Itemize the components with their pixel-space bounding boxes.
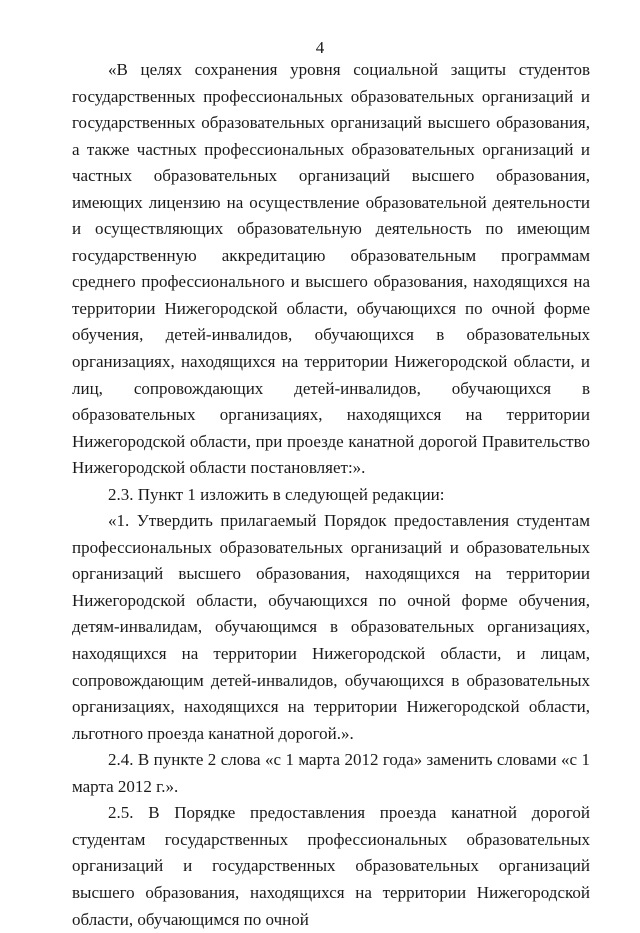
paragraph-point-1: «1. Утвердить прилагаемый Порядок предоставления студентам профессиональных образовательных организаций и образовательных организаций высшего образования, находящихся на территории Нижегородской области, обучающихся по очной форме обучения, детям-инвалидам, обучающимся в образовательных организациях, находящихся на территории Нижегородской области, и лицам, сопровождающим детей-инвалидов, обучающихся в образовательных организациях, находящихся на территории Нижегородской области, льготного проезда канатной дорогой.».: [72, 511, 590, 743]
paragraph-2-4: 2.4. В пункте 2 слова «с 1 марта 2012 года» заменить словами «с 1 марта 2012 г.».: [72, 750, 590, 796]
page-number: 4: [315, 38, 325, 57]
document-body: [72, 57, 590, 933]
paragraph-2-3: 2.3. Пункт 1 изложить в следующей редакции:: [108, 484, 445, 504]
paragraph-preamble: «В целях сохранения уровня социальной защиты студентов государственных профессиональных образовательных организаций и государственных образовательных организаций высшего образования, а также частных профессиональных образовательных организаций и частных образовательных организаций высшего образования, имеющих лицензию на осуществление образовательной деятельности и осуществляющих образовательную деятельность по имеющим государственную аккредитацию образовательным программам среднего профессионального и высшего образования, находящихся на территории Нижегородской области, обучающихся по очной форме обучения, детей-инвалидов, обучающихся в образовательных организациях, находящихся на территории Нижегородской области, и лиц, сопровождающих детей-инвалидов, обучающихся в образовательных организациях, находящихся на территории Нижегородской области, при проезде канатной дорогой Правительство Нижегородской области постановляет:».: [72, 60, 590, 478]
paragraph-2-5: 2.5. В Порядке предоставления проезда канатной дорогой студентам государственных профессиональных образовательных организаций и государственных образовательных организаций высшего образования, находящихся на территории Нижегородской области, обучающимся по очной: [72, 803, 590, 929]
